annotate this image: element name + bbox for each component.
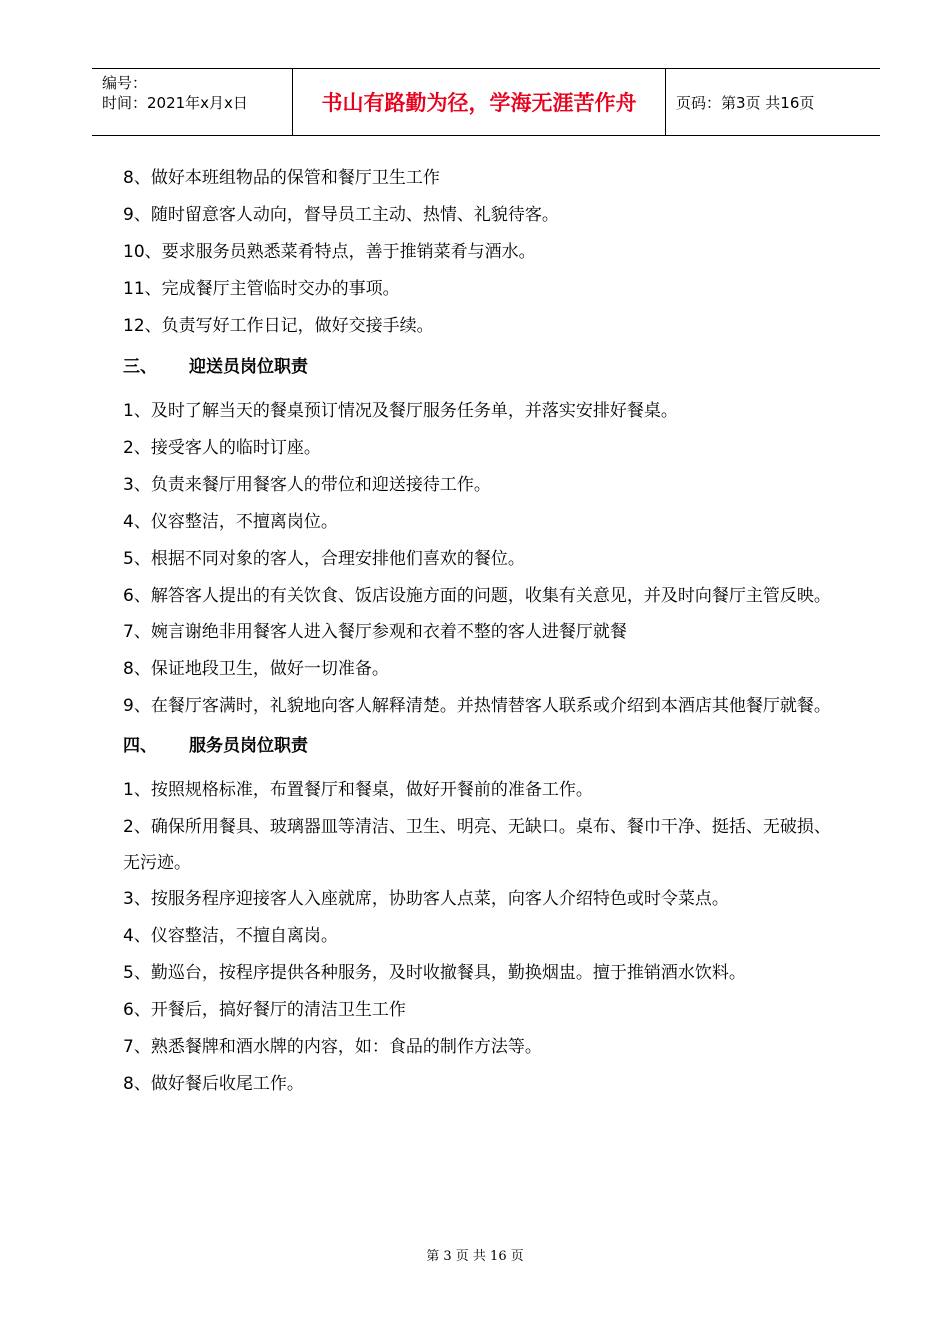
list-item: 12、负责写好工作日记，做好交接手续。	[123, 316, 434, 336]
section-heading-four	[123, 728, 843, 765]
list-item: 10、要求服务员熟悉菜肴特点，善于推销菜肴与酒水。	[123, 242, 536, 262]
time-label: 时间：2021年x月x日	[102, 94, 248, 112]
list-item: 2、确保所用餐具、玻璃器皿等清洁、卫生、明亮、无缺口。桌布、餐巾干净、挺括、无破损、无污迹。	[123, 817, 831, 873]
list-item: 3、负责来餐厅用餐客人的带位和迎送接待工作。	[123, 475, 491, 495]
list-item: 3、按服务程序迎接客人入座就席，协助客人点菜，向客人介绍特色或时令菜点。	[123, 889, 729, 909]
list-item: 9、随时留意客人动向，督导员工主动、热情、礼貌待客。	[123, 205, 559, 225]
list-item: 1、及时了解当天的餐桌预订情况及餐厅服务任务单，并落实安排好餐桌。	[123, 401, 678, 421]
code-label: 编号：	[102, 74, 148, 92]
list-item: 6、解答客人提出的有关饮食、饭店设施方面的问题，收集有关意见，并及时向餐厅主管反映。	[123, 586, 831, 606]
section-number: 三、	[123, 357, 157, 377]
list-item: 1、按照规格标准，布置餐厅和餐桌，做好开餐前的准备工作。	[123, 780, 593, 800]
page-footer: 第 3 页 共 16 页	[426, 1249, 524, 1264]
list-item: 8、做好本班组物品的保管和餐厅卫生工作	[123, 168, 440, 188]
list-item: 11、完成餐厅主管临时交办的事项。	[123, 279, 400, 299]
list-item: 8、做好餐后收尾工作。	[123, 1074, 304, 1094]
list-item: 4、仪容整洁，不擅离岗位。	[123, 512, 338, 532]
header-page-label: 页码：第3页 共16页	[676, 93, 815, 112]
list-item: 6、开餐后，搞好餐厅的清洁卫生工作	[123, 1000, 406, 1020]
document-body	[123, 160, 843, 1103]
section-number: 四、	[123, 736, 157, 756]
list-item: 7、熟悉餐牌和酒水牌的内容，如：食品的制作方法等。	[123, 1037, 542, 1057]
page-header	[92, 68, 880, 136]
list-item: 9、在餐厅客满时，礼貌地向客人解释清楚。并热情替客人联系或介绍到本酒店其他餐厅就餐。	[123, 696, 831, 716]
list-item: 4、仪容整洁，不擅自离岗。	[123, 926, 338, 946]
header-motto: 书山有路勤为径，学海无涯苦作舟	[293, 69, 666, 135]
section-title: 服务员岗位职责	[189, 736, 308, 756]
list-item: 8、保证地段卫生，做好一切准备。	[123, 659, 389, 679]
header-meta	[92, 69, 293, 135]
section-title: 迎送员岗位职责	[189, 357, 308, 377]
list-item: 7、婉言谢绝非用餐客人进入餐厅参观和衣着不整的客人进餐厅就餐	[123, 622, 627, 642]
section-heading-three	[123, 349, 843, 386]
list-item: 5、根据不同对象的客人，合理安排他们喜欢的餐位。	[123, 549, 525, 569]
list-item: 2、接受客人的临时订座。	[123, 438, 321, 458]
list-item: 5、勤巡台，按程序提供各种服务，及时收撤餐具，勤换烟盅。擅于推销酒水饮料。	[123, 963, 746, 983]
